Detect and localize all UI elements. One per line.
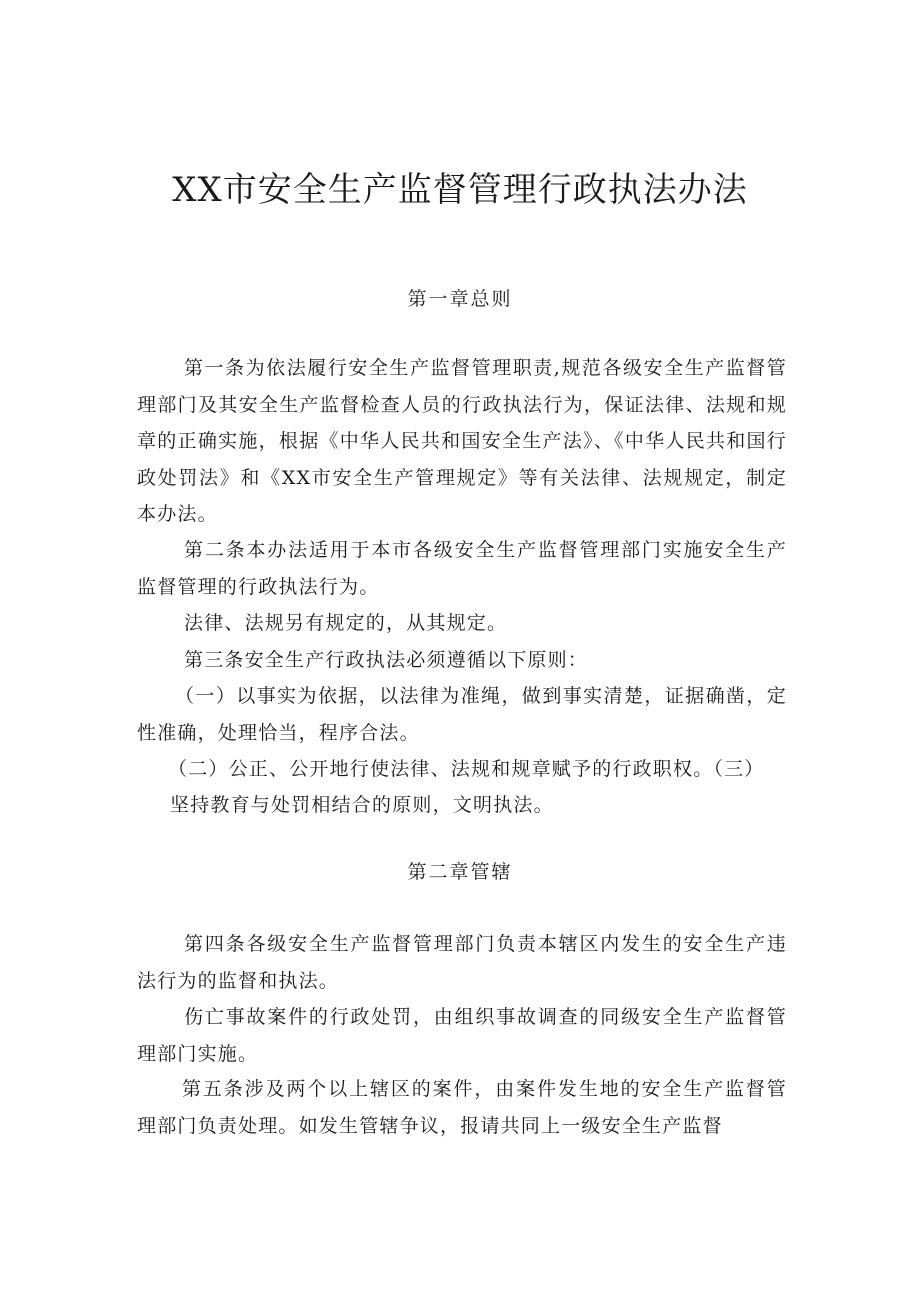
article-paragraph: 伤亡事故案件的行政处罚，由组织事故调查的同级安全生产监督管理部门实施。 <box>137 1006 787 1065</box>
chapter-heading: 第二章管辖 <box>407 861 513 883</box>
article-paragraph: 第五条涉及两个以上辖区的案件，由案件发生地的安全生产监督管理部门负责处理。如发生管辖争议，报请共同上一级安全生产监督 <box>137 1078 787 1137</box>
article-clause: （二）公正、公开地行使法律、法规和规章赋予的行政职权。（三） <box>168 758 765 780</box>
article-paragraph: 第二条本办法适用于本市各级安全生产监督管理部门实施安全生产监督管理的行政执法行为。 <box>137 539 787 598</box>
article-paragraph: 第四条各级安全生产监督管理部门负责本辖区内发生的安全生产违法行为的监督和执法。 <box>137 933 787 992</box>
article-clause: （一）以事实为依据，以法律为准绳，做到事实清楚，证据确凿，定性准确，处理恰当，程序合法。 <box>137 685 787 744</box>
article-paragraph: 第一条为依法履行安全生产监督管理职责,规范各级安全生产监督管理部门及其安全生产监督检查人员的行政执法行为，保证法律、法规和规章的正确实施，根据《中华人民共和国安全生产法》、《中华人民共和国行政处罚法》和《XX市安全生产管理规定》等有关法律、法规规定，制定本办法。 <box>137 357 787 525</box>
article-paragraph: 法律、法规另有规定的，从其规定。 <box>184 612 508 634</box>
article-paragraph: 第三条安全生产行政执法必须遵循以下原则： <box>184 649 589 671</box>
article-clause: 坚持教育与处罚相结合的原则，文明执法。 <box>170 794 554 816</box>
document-title: XX市安全生产监督管理行政执法办法 <box>172 170 748 210</box>
chapter-heading: 第一章总则 <box>407 288 513 310</box>
